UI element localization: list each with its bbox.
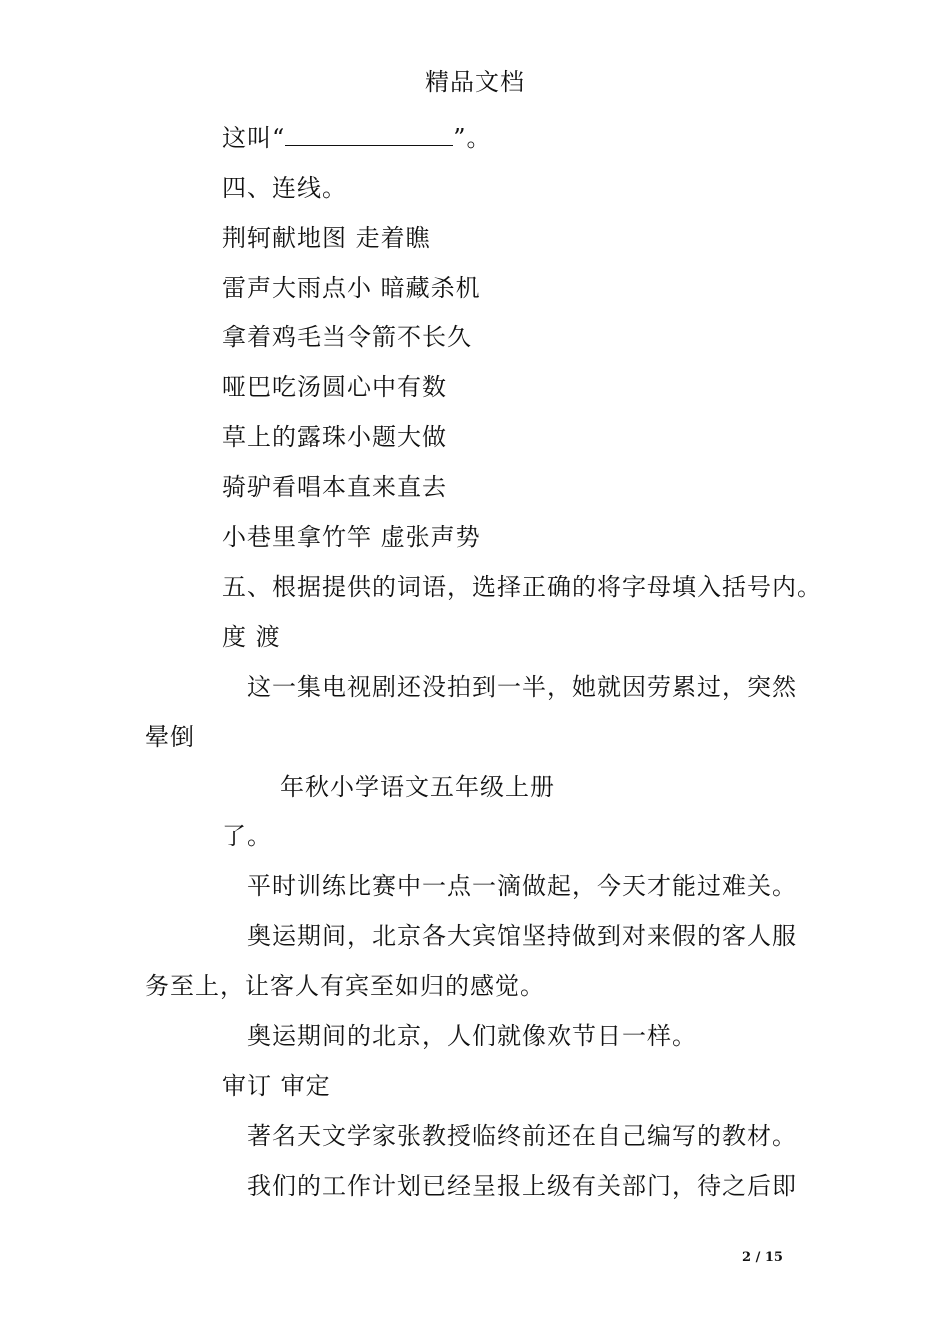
section-heading-4: 四、连线。	[222, 174, 347, 202]
text-line: 奥运期间，北京各大宾馆坚持做到对来假的客人服	[247, 922, 797, 950]
watermark-line: 年秋小学语文五年级上册	[280, 773, 555, 801]
text-line: 奥运期间的北京，人们就像欢节日一样。	[247, 1022, 697, 1050]
text-line: 雷声大雨点小 暗藏杀机	[222, 274, 481, 302]
text-line: 我们的工作计划已经呈报上级有关部门，待之后即	[247, 1172, 797, 1200]
text-line: 荆轲献地图 走着瞧	[222, 224, 431, 252]
text-line: 著名天文学家张教授临终前还在自己编写的教材。	[247, 1122, 797, 1150]
text-line-fill-blank	[222, 118, 492, 153]
text-before-blank: 这叫“	[222, 124, 286, 152]
text-after-blank: ”。	[453, 124, 492, 152]
text-line: 小巷里拿竹竿 虚张声势	[222, 523, 481, 551]
word-pair: 审订 审定	[222, 1072, 331, 1100]
text-line: 务至上，让客人有宾至如归的感觉。	[145, 972, 545, 1000]
text-line: 这一集电视剧还没拍到一半，她就因劳累过，突然	[247, 673, 797, 701]
page-header: 精品文档	[425, 68, 525, 96]
section-heading-5: 五、根据提供的词语，选择正确的将字母填入括号内。	[222, 573, 822, 601]
text-line: 哑巴吃汤圆心中有数	[222, 373, 447, 401]
word-pair: 度 渡	[222, 623, 281, 651]
fill-blank	[285, 123, 453, 146]
text-line: 草上的露珠小题大做	[222, 423, 447, 451]
text-line: 拿着鸡毛当令箭不长久	[222, 323, 472, 351]
text-line: 平时训练比赛中一点一滴做起，今天才能过难关。	[247, 872, 797, 900]
page-number: 2 / 15	[742, 1250, 783, 1265]
text-line: 了。	[222, 822, 272, 850]
text-line: 骑驴看唱本直来直去	[222, 473, 447, 501]
text-line: 晕倒	[145, 723, 195, 751]
